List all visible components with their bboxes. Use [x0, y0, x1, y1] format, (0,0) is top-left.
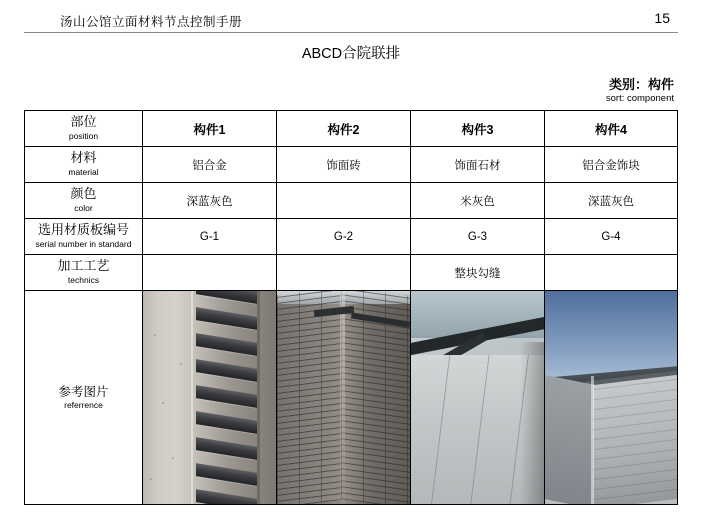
cell-position-3: 构件3 — [411, 111, 545, 147]
row-label-position — [25, 111, 143, 147]
row-label-en: color — [74, 203, 93, 214]
header-title: 汤山公馆立面材料节点控制手册 — [60, 15, 243, 29]
row-label-en: serial number in standard — [35, 239, 132, 250]
cell-position-2: 构件2 — [277, 111, 411, 147]
row-label-en: technics — [67, 275, 100, 286]
wall-left — [545, 376, 595, 504]
cell-color-2 — [277, 183, 411, 219]
cell-material-1: 铝合金 — [143, 147, 277, 183]
row-label-cn: 部位 — [70, 114, 97, 130]
cell-technics-4 — [545, 255, 678, 291]
photo-edge-highlight — [191, 291, 193, 504]
row-label-cn: 材料 — [70, 150, 97, 166]
page-title: ABCD合院联排 — [301, 46, 401, 62]
photo-stone-panel-soffit — [411, 291, 544, 504]
fin-group — [196, 291, 257, 504]
cell-position-4: 构件4 — [545, 111, 678, 147]
row-label-en: material — [68, 167, 99, 178]
row-label-color — [25, 183, 143, 219]
cell-technics-2 — [277, 255, 411, 291]
table-row — [25, 255, 678, 291]
header-divider — [24, 32, 678, 33]
row-label-technics — [25, 255, 143, 291]
row-label-cn: 选用材质板编号 — [37, 222, 129, 238]
row-label-cn: 参考图片 — [58, 384, 109, 399]
cell-position-1: 构件1 — [143, 111, 277, 147]
photo-edge-shadow — [257, 291, 260, 504]
corner-highlight — [591, 376, 594, 504]
cell-material-4: 铝合金饰块 — [545, 147, 678, 183]
cell-serial-3: G-3 — [411, 219, 545, 255]
category-label-cn: 类别：构件 — [608, 77, 674, 92]
cell-serial-4: G-4 — [545, 219, 678, 255]
cell-material-3: 饰面石材 — [411, 147, 545, 183]
table-row — [25, 147, 678, 183]
cell-photo-4 — [545, 291, 678, 505]
row-label-cn: 颜色 — [70, 186, 97, 202]
row-label-material — [25, 147, 143, 183]
table-row — [25, 111, 678, 147]
row-label-reference — [25, 291, 143, 505]
photo-brick-corner-facade — [277, 291, 410, 504]
cell-serial-2: G-2 — [277, 219, 411, 255]
shadow-gradient — [520, 342, 544, 504]
cell-color-3: 米灰色 — [411, 183, 545, 219]
cell-material-2: 饰面砖 — [277, 147, 411, 183]
row-label-cn: 加工工艺 — [57, 258, 110, 274]
row-label-en: referrence — [64, 400, 103, 411]
category-label-en: sort: component — [605, 93, 674, 104]
page-number: 15 — [654, 10, 670, 26]
row-label-en: position — [68, 131, 99, 142]
cell-technics-1 — [143, 255, 277, 291]
brick-wall-left — [277, 291, 341, 504]
specification-table — [24, 110, 678, 505]
table-row — [25, 291, 678, 505]
cell-serial-1: G-1 — [143, 219, 277, 255]
cell-technics-3: 整块勾缝 — [411, 255, 545, 291]
cell-photo-3 — [411, 291, 545, 505]
photo-aluminium-fin-facade — [143, 291, 276, 504]
corner-highlight — [340, 291, 345, 504]
wall-right — [593, 375, 677, 504]
cell-color-4: 深蓝灰色 — [545, 183, 678, 219]
table-row — [25, 183, 678, 219]
cell-photo-1 — [143, 291, 277, 505]
row-label-serial-number — [25, 219, 143, 255]
cell-color-1: 深蓝灰色 — [143, 183, 277, 219]
photo-aluminium-parapet-corner — [545, 291, 677, 504]
table-row — [25, 219, 678, 255]
cell-photo-2 — [277, 291, 411, 505]
